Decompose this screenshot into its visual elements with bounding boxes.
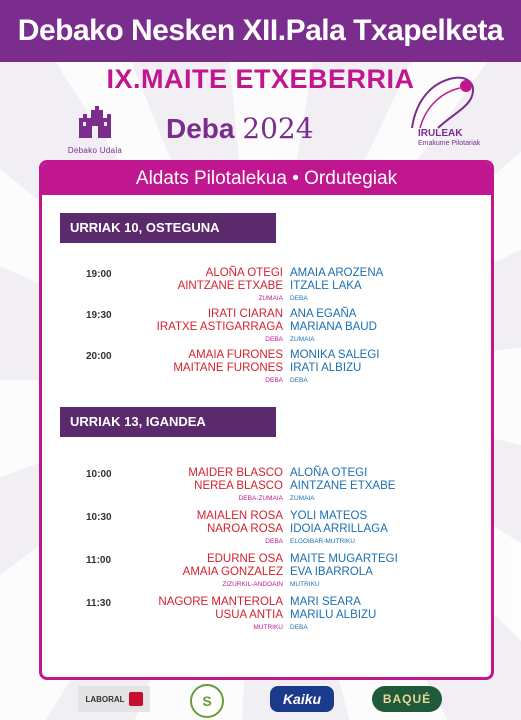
kaiku-label: Kaiku xyxy=(282,691,322,707)
right-player-2: EVA IBARROLA xyxy=(290,566,373,578)
match-time: 20:00 xyxy=(86,351,112,362)
match-time: 10:00 xyxy=(86,469,112,480)
match-row xyxy=(42,598,491,643)
match-row xyxy=(42,512,491,557)
castle-icon xyxy=(75,104,115,140)
left-player-1: MAIALEN ROSA xyxy=(196,510,283,522)
right-player-2: ITZALE LAKA xyxy=(290,280,362,292)
right-player-1: ALOÑA OTEGI xyxy=(290,467,368,479)
left-club: DEBA xyxy=(265,377,283,384)
match-time: 19:30 xyxy=(86,310,112,321)
right-player-2: IRATI ALBIZU xyxy=(290,362,362,374)
location: Deba xyxy=(166,113,235,144)
right-club: MUTRIKU xyxy=(290,581,320,588)
left-player-1: ALOÑA OTEGI xyxy=(205,267,283,279)
left-player-2: IRATXE ASTIGARRAGA xyxy=(156,321,283,333)
left-player-2: USUA ANTIA xyxy=(215,609,283,621)
left-player-2: MAITANE FURONES xyxy=(173,362,283,374)
right-club: ELGOIBAR-MUTRIKU xyxy=(290,538,356,545)
laboral-mark-icon xyxy=(129,692,143,706)
year: 2024 xyxy=(242,112,314,145)
laboral-kutxa-logo xyxy=(78,686,150,712)
left-player-1: NAGORE MANTEROLA xyxy=(158,596,283,608)
left-club: ZIZURKIL-ANDOAIN xyxy=(222,581,283,588)
right-club: ZUMAIA xyxy=(290,495,315,502)
day-header: URRIAK 13, IGANDEA xyxy=(60,407,276,437)
day-header: URRIAK 10, OSTEGUNA xyxy=(60,213,276,243)
iruleak-name: IRULEAK xyxy=(418,128,463,139)
right-club: DEBA xyxy=(290,295,308,302)
town-hall-caption: Debako Udala xyxy=(67,146,123,155)
schedule-card xyxy=(39,160,494,680)
apple-logo-letter: S xyxy=(202,693,212,709)
left-player-2: NAROA ROSA xyxy=(206,523,283,535)
right-player-1: YOLI MATEOS xyxy=(290,510,368,522)
left-player-1: AMAIA FURONES xyxy=(188,349,283,361)
town-hall-logo xyxy=(60,104,130,158)
left-club: DEBA-ZUMAIA xyxy=(238,495,283,502)
poster-subtitle: IX.MAITE ETXEBERRIA xyxy=(106,64,415,94)
poster-title: Debako Nesken XII.Pala Txapelketa xyxy=(17,14,504,47)
left-player-1: IRATI CIARAN xyxy=(207,308,283,320)
apple-logo xyxy=(190,684,224,718)
baque-logo xyxy=(372,686,442,712)
match-time: 19:00 xyxy=(86,269,112,280)
right-club: DEBA xyxy=(290,377,308,384)
left-player-2: AINTZANE ETXABE xyxy=(177,280,283,292)
match-row xyxy=(42,555,491,600)
right-club: ZUMAIA xyxy=(290,336,315,343)
right-player-1: AMAIA AROZENA xyxy=(290,267,384,279)
left-club: DEBA xyxy=(265,538,283,545)
right-player-2: IDOIA ARRILLAGA xyxy=(290,523,388,535)
right-player-2: MARIANA BAUD xyxy=(290,321,377,333)
kaiku-logo xyxy=(270,686,334,712)
match-time: 11:30 xyxy=(86,598,112,609)
schedule-heading: Aldats Pilotalekua • Ordutegiak xyxy=(135,168,398,189)
laboral-label: LABORAL xyxy=(85,694,125,704)
right-player-2: AINTZANE ETXABE xyxy=(290,480,396,492)
location-year xyxy=(166,112,314,145)
baque-label: BAQUÉ xyxy=(382,692,432,706)
left-club: MUTRIKU xyxy=(253,624,283,631)
match-row xyxy=(42,469,491,514)
left-player-1: MAIDER BLASCO xyxy=(188,467,283,479)
left-club: DEBA xyxy=(265,336,283,343)
match-row xyxy=(42,351,491,396)
right-player-1: MAITE MUGARTEGI xyxy=(290,553,398,565)
match-time: 10:30 xyxy=(86,512,112,523)
right-club: DEBA xyxy=(290,624,308,631)
left-player-1: EDURNE OSA xyxy=(206,553,283,565)
right-player-1: MARI SEARA xyxy=(290,596,361,608)
header-banner xyxy=(0,0,521,62)
schedule-header xyxy=(42,163,491,195)
right-player-1: MONIKA SALEGI xyxy=(290,349,380,361)
schedule-body xyxy=(42,195,491,677)
iruleak-logo xyxy=(402,70,490,166)
sponsor-bar xyxy=(0,680,521,720)
left-player-2: NEREA BLASCO xyxy=(194,480,283,492)
iruleak-tagline: Emakume Pilotariak xyxy=(418,140,481,147)
right-player-2: MARILU ALBIZU xyxy=(290,609,377,621)
left-player-2: AMAIA GONZALEZ xyxy=(182,566,283,578)
right-player-1: ANA EGAÑA xyxy=(290,308,357,320)
match-time: 11:00 xyxy=(86,555,112,566)
player-silhouette-icon xyxy=(402,70,490,130)
left-club: ZUMAIA xyxy=(258,295,283,302)
